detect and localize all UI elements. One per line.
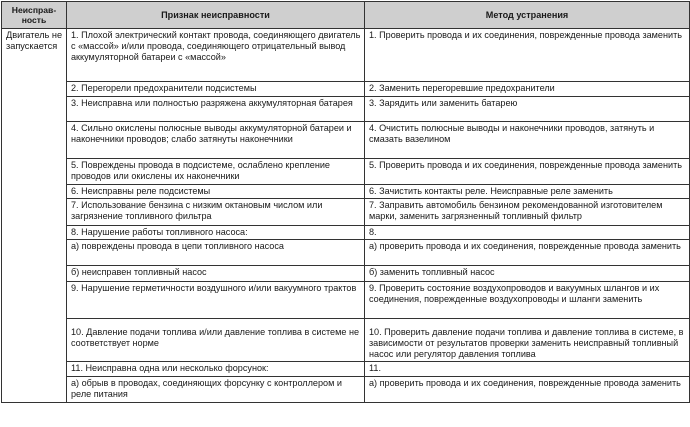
troubleshooting-table [1, 1, 690, 403]
table-row [2, 159, 690, 185]
fix-cell: 6. Зачистить контакты реле. Неисправные реле заменить [365, 185, 690, 199]
sign-cell: б) неисправен топливный насос [67, 266, 365, 282]
sign-cell: 10. Давление подачи топлива и/или давление топлива в системе не соответствует норме [67, 319, 365, 362]
sign-cell: 5. Повреждены провода в подсистеме, ослаблено крепление проводов или окислены их наконечники [67, 159, 365, 185]
sign-cell: а) обрыв в проводах, соединяющих форсунку с контроллером и реле питания [67, 377, 365, 403]
table-row [2, 97, 690, 122]
table-row [2, 185, 690, 199]
table-row [2, 240, 690, 266]
sign-cell: 6. Неисправны реле подсистемы [67, 185, 365, 199]
fix-cell: б) заменить топливный насос [365, 266, 690, 282]
table-row [2, 377, 690, 403]
fix-cell: 10. Проверить давление подачи топлива и давление топлива в системе, в зависимости от результатов проверки заменить неисправный топливный насос или регулятор давления топлива [365, 319, 690, 362]
header-row [2, 2, 690, 29]
table-row [2, 199, 690, 226]
fix-cell: 8. [365, 226, 690, 240]
fix-cell: 11. [365, 362, 690, 377]
fix-cell: 4. Очистить полюсные выводы и наконечники проводов, затянуть и смазать вазелином [365, 122, 690, 159]
fix-cell: 1. Проверить провода и их соединения, поврежденные провода заменить [365, 29, 690, 82]
table-row [2, 282, 690, 319]
sign-cell: 2. Перегорели предохранители подсистемы [67, 82, 365, 97]
sign-cell: 3. Неисправна или полностью разряжена аккумуляторная батарея [67, 97, 365, 122]
fix-cell: 3. Зарядить или заменить батарею [365, 97, 690, 122]
sign-cell: 9. Нарушение герметичности воздушного и/или вакуумного трактов [67, 282, 365, 319]
table-row [2, 226, 690, 240]
sign-cell: 7. Использование бензина с низким октановым числом или загрязнение топливного фильтра [67, 199, 365, 226]
sign-cell: 1. Плохой электрический контакт провода, соединяющего двигатель с «массой» и/или провода, соединяющего отрицательный вывод аккумуляторной батареи с «массой» [67, 29, 365, 82]
sign-cell: 4. Сильно окислены полюсные выводы аккумуляторной батареи и наконечники проводов; слабо затянуты наконечники [67, 122, 365, 159]
fix-cell: а) проверить провода и их соединения, поврежденные провода заменить [365, 240, 690, 266]
column-header-fix: Метод устранения [365, 2, 690, 29]
fix-cell: 5. Проверить провода и их соединения, поврежденные провода заменить [365, 159, 690, 185]
table-row [2, 29, 690, 82]
sign-cell: 8. Нарушение работы топливного насоса: [67, 226, 365, 240]
table-row [2, 82, 690, 97]
sign-cell: а) повреждены провода в цепи топливного насоса [67, 240, 365, 266]
fix-cell: 9. Проверить состояние воздухопроводов и вакуумных шлангов и их соединения, поврежденные воздухопроводы и шланги заменить [365, 282, 690, 319]
column-header-sign: Признак неисправности [67, 2, 365, 29]
fix-cell: а) проверить провода и их соединения, поврежденные провода заменить [365, 377, 690, 403]
table-row [2, 122, 690, 159]
column-header-fault: Неисправ-ность [2, 2, 67, 29]
table-row [2, 362, 690, 377]
sign-cell: 11. Неисправна одна или несколько форсунок: [67, 362, 365, 377]
table-row [2, 319, 690, 362]
fault-cell: Двигатель не запускается [2, 29, 67, 403]
table-header [2, 2, 690, 29]
table-row [2, 266, 690, 282]
table-body [2, 29, 690, 403]
fix-cell: 7. Заправить автомобиль бензином рекомендованной изготовителем марки, заменить загрязненный топливный фильтр [365, 199, 690, 226]
fix-cell: 2. Заменить перегоревшие предохранители [365, 82, 690, 97]
